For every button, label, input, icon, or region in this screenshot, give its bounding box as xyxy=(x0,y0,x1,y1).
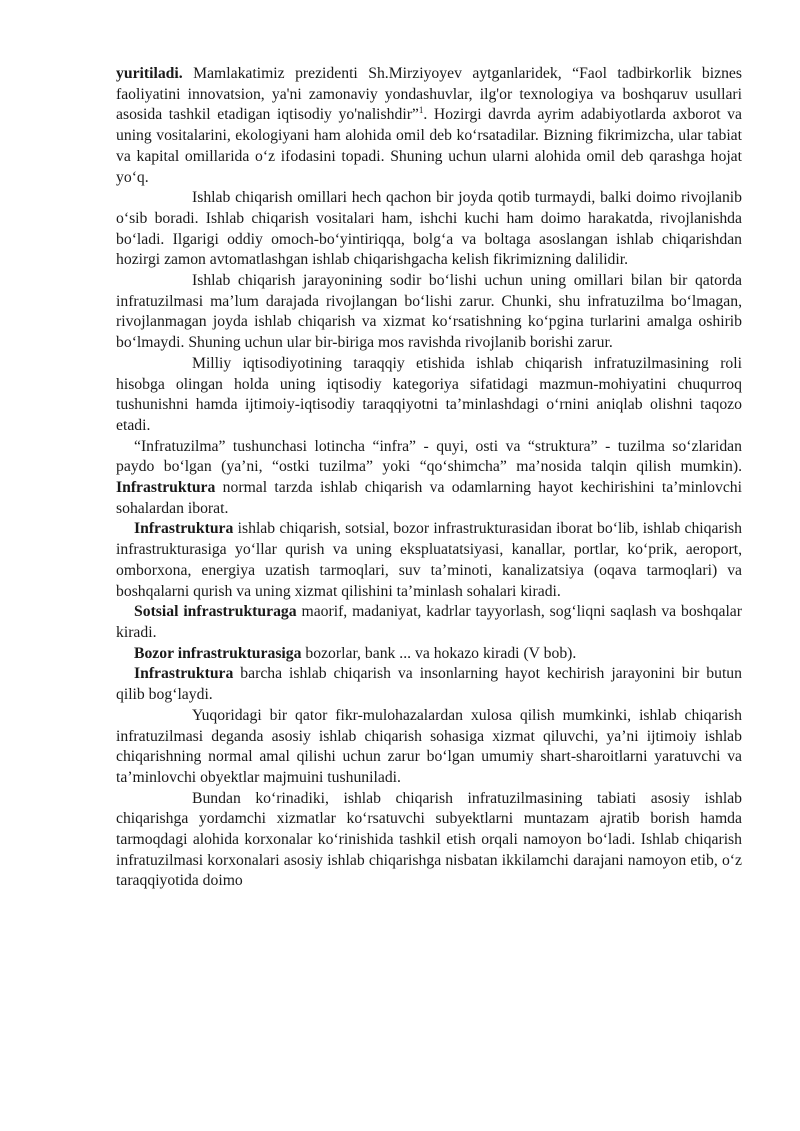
paragraph-7 xyxy=(116,602,742,643)
paragraph-8 xyxy=(116,644,742,665)
paragraph-5-text-cont: normal tarzda ishlab chiqarish va odamlarning hayot kechirishini ta’minlovchi sohalardan iborat. xyxy=(116,479,742,517)
paragraph-7-text: maorif, madaniyat, kadrlar tayyorlash, sog‘liqni saqlash va boshqalar kiradi. xyxy=(116,603,742,641)
paragraph-3-text: Ishlab chiqarish jarayonining sodir bo‘lishi uchun uning omillari bilan bir qatorda infratuzilmasi ma’lum darajada rivojlangan bo‘lishi zarur. Chunki, shu infratuzilma bo‘lmagan, rivojlanmagan joyda ishlab chiqarish va xizmat ko‘rsatishning ko‘pgina turlarini amalga oshirib bo‘lmaydi. Shuning uchun ular bir-biriga mos ravishda rivojlanib borishi zarur. xyxy=(116,272,742,352)
paragraph-11-text: Bundan ko‘rinadiki, ishlab chiqarish infratuzilmasining tabiati asosiy ishlab chiqarishga yordamchi xizmatlar ko‘rsatuvchi subyektlarni muntazam ajratib borish hamda tarmoqdagi alohida korxonalar ko‘rinishida tashkil etish orqali namoyon bo‘ladi. Ishlab chiqarish infratuzilmasi korxonalari asosiy ishlab chiqarishga nisbatan ikkilamchi darajani namoyon etib, o‘z taraqqiyotida doimo xyxy=(116,789,742,890)
paragraph-4-text: Milliy iqtisodiyotining taraqqiy etishida ishlab chiqarish infratuzilmasining roli hisobga olingan holda uning iqtisodiy kategoriya sifatidagi mazmun-mohiyatini chuqurroq tushunishni hamda ijtimoiy-iqtisodiy taraqqiyotni ta’minlashdagi o‘rnini aniqlab olishni taqozo etadi. xyxy=(116,354,742,434)
paragraph-1-text-cont: . Hozirgi davrda ayrim adabiyotlarda axborot va uning vositalarini, ekologiyani ham alohida omil deb ko‘rsatadilar. Bizning fikrimizcha, ular tabiat va kapital omillarida o‘z ifodasini topadi. Shuning uchun ularni alohida omil deb qarashga hojat yo‘q. xyxy=(116,106,742,186)
document-page xyxy=(116,64,742,892)
paragraph-10 xyxy=(116,706,742,789)
term-bozor-infrastrukturasiga: Bozor infrastrukturasiga xyxy=(134,644,302,662)
paragraph-6 xyxy=(116,519,742,602)
paragraph-1-text: Mamlakatimiz prezidenti Sh.Mirziyoyev aytganlaridek, “Faol tadbirkorlik biznes faoliyatini innovatsion, ya'ni zamonaviy yondashuvlar, ilg'or texnologiya va boshqaruv usullari asosida tashkil etadigan iqtisodiy yo'nalishdir” xyxy=(116,65,742,124)
paragraph-3 xyxy=(116,271,742,354)
term-infrastruktura: Infrastruktura xyxy=(134,665,234,683)
term-infrastruktura: Infrastruktura xyxy=(116,479,216,497)
paragraph-4 xyxy=(116,354,742,437)
paragraph-10-text: Yuqoridagi bir qator fikr-mulohazalardan xulosa qilish mumkinki, ishlab chiqarish infratuzilmasi deganda asosiy ishlab chiqarish sohasiga xizmat qiluvchi, ya’ni ijtimoiy ishlab chiqarishning normal amal qilishi uchun zarur bo‘lgan umumiy shart-sharoitlarni yaratuvchi va ta’minlovchi obyektlar majmuini tushuniladi. xyxy=(116,706,742,786)
paragraph-1 xyxy=(116,64,742,188)
paragraph-11 xyxy=(116,789,742,893)
paragraph-9-text: barcha ishlab chiqarish va insonlarning hayot kechirish jarayonini bir butun qilib bog‘laydi. xyxy=(116,665,742,704)
term-infrastruktura: Infrastruktura xyxy=(134,520,234,538)
paragraph-6-text: ishlab chiqarish, sotsial, bozor infrastrukturasidan iborat bo‘lib, ishlab chiqarish infrastrukturasiga yo‘llar qurish va uning ekspluatatsiyasi, kanallar, portlar, ko‘prik, aeroport, omborxona, energiya uzatish tarmoqlari, suv ta’minoti, kanalizatsiya (oqava tarmoqlari) va boshqalarni qurish va uning xizmat qilishini ta’minlash sohalari kiradi. xyxy=(116,520,742,600)
term-sotsial-infrastrukturaga: Sotsial infrastrukturaga xyxy=(134,603,297,621)
paragraph-2 xyxy=(116,188,742,271)
paragraph-2-text: Ishlab chiqarish omillari hech qachon bir joyda qotib turmaydi, balki doimo rivojlanib o‘sib boradi. Ishlab chiqarish vositalari ham, ishchi kuchi ham doimo harakatda, rivojlanishda bo‘ladi. Ilgarigi oddiy omoch-bo‘yintiriqqa, bolg‘a va boltaga asoslangan ishlab chiqarishdan hozirgi zamon avtomatlashgan ishlab chiqarishgacha kelish fikrimizning dalilidir. xyxy=(116,189,742,269)
paragraph-8-text: bozorlar, bank ... va hokazo kiradi (V bob). xyxy=(301,644,577,662)
footnote-marker[interactable]: 1 xyxy=(418,105,424,116)
paragraph-1-lead: yuritiladi. xyxy=(116,65,183,82)
paragraph-5 xyxy=(116,437,742,520)
paragraph-9 xyxy=(116,664,742,705)
paragraph-5-text: “Infratuzilma” tushunchasi lotincha “infra” - quyi, osti va “struktura” - tuzilma so‘zlaridan paydo bo‘lgan (ya’ni, “ostki tuzilma” yoki “qo‘shimcha” ma’nosida talqin qilish mumkin). xyxy=(116,437,742,476)
